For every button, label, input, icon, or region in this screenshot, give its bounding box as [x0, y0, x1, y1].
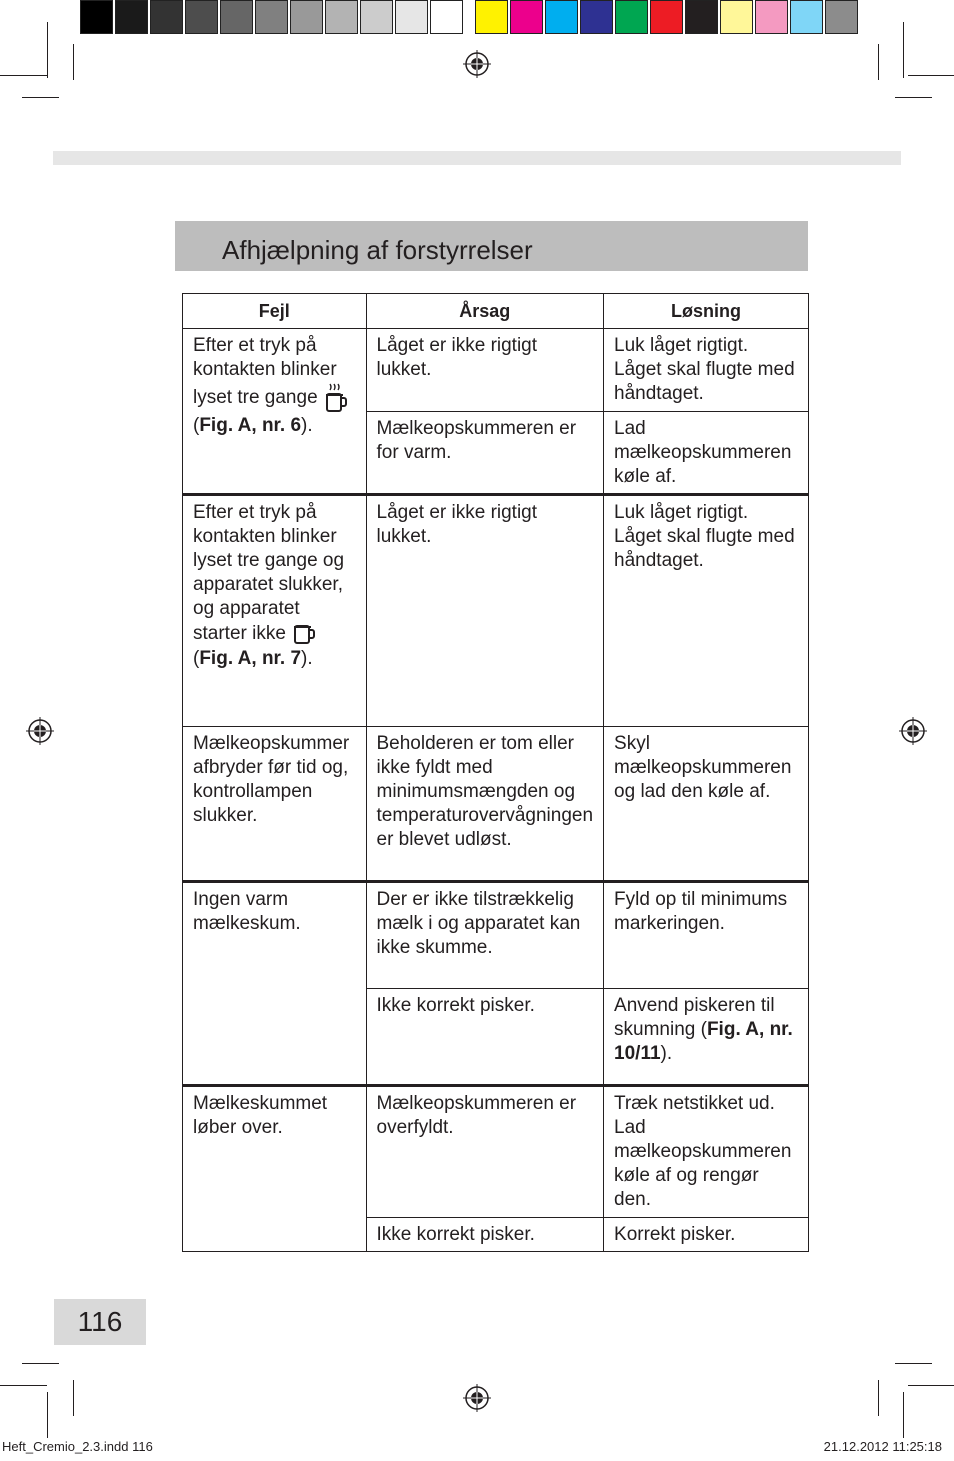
solution-cell: Fyld op til minimums markeringen.: [604, 882, 809, 989]
cause-cell: Ikke korrekt pisker.: [366, 1218, 604, 1252]
color-swatch: [615, 0, 648, 34]
header-band: [53, 151, 901, 165]
header-fault: Fejl: [183, 294, 367, 329]
crop-mark: [47, 22, 48, 78]
color-swatch: [720, 0, 753, 34]
registration-mark-icon: [26, 717, 54, 745]
crop-mark: [22, 97, 59, 98]
color-swatch: [255, 0, 288, 34]
color-swatch: [220, 0, 253, 34]
figure-ref: Fig. A, nr. 6: [199, 415, 302, 436]
table-row: [183, 882, 809, 989]
milk-jug-icon: [291, 621, 317, 647]
color-swatch: [150, 0, 183, 34]
table-header-row: [183, 294, 809, 329]
registration-mark-icon: [899, 717, 927, 745]
color-swatch: [790, 0, 823, 34]
troubleshooting-table: [182, 293, 809, 1252]
footer-file-info: Heft_Cremio_2.3.indd 116: [2, 1439, 153, 1454]
cause-cell: Beholderen er tom eller ikke fyldt med minimumsmængden og temperaturovervågningen er blevet udløst.: [366, 727, 604, 882]
crop-mark: [903, 1392, 904, 1438]
fault-cell: Efter et tryk på kontakten blinker lyset tre gange (Fig. A, nr. 6).: [183, 329, 367, 495]
cause-cell: Ikke korrekt pisker.: [366, 989, 604, 1086]
page-number: 116: [54, 1299, 146, 1345]
crop-mark: [895, 97, 932, 98]
registration-mark-icon: [463, 50, 491, 78]
color-swatch: [650, 0, 683, 34]
color-swatch: [825, 0, 858, 34]
solution-cell: Korrekt pisker.: [604, 1218, 809, 1252]
table-row: [183, 1086, 809, 1218]
milk-jug-steam-icon: [323, 382, 349, 414]
section-title-text: Afhjælpning af forstyrrelser: [222, 235, 533, 265]
solution-cell: Lad mælkeopskummeren køle af.: [604, 412, 809, 495]
crop-mark: [908, 75, 954, 76]
solution-cell: Anvend piskeren til skumning (Fig. A, nr. 10/11).: [604, 989, 809, 1086]
crop-mark: [0, 1385, 47, 1386]
color-swatch: [325, 0, 358, 34]
crop-mark: [895, 1363, 932, 1364]
color-swatch: [755, 0, 788, 34]
cause-cell: Mælkeopskummeren er overfyldt.: [366, 1086, 604, 1218]
cause-cell: Låget er ikke rigtigt lukket.: [366, 495, 604, 727]
solution-cell: Træk netstikket ud. Lad mælkeopskummeren køle af og rengør den.: [604, 1086, 809, 1218]
color-swatch: [685, 0, 718, 34]
color-swatch: [185, 0, 218, 34]
print-color-bar: [80, 0, 860, 38]
table-row: [183, 495, 809, 727]
cause-cell: Låget er ikke rigtigt lukket.: [366, 329, 604, 412]
crop-mark: [22, 1363, 59, 1364]
table-row: [183, 727, 809, 882]
cause-cell: Mælkeopskummeren er for varm.: [366, 412, 604, 495]
color-swatch: [545, 0, 578, 34]
figure-ref: Fig. A, nr. 7: [199, 648, 302, 669]
color-swatch: [580, 0, 613, 34]
color-swatch: [290, 0, 323, 34]
fault-cell: Mælkeskummet løber over.: [183, 1086, 367, 1252]
figure-ref: Fig. A, nr. 10/11: [614, 1019, 793, 1064]
color-swatch: [80, 0, 113, 34]
fault-cell: Mælkeopskummer afbryder før tid og, kontrollampen slukker.: [183, 727, 367, 882]
crop-mark: [878, 1380, 879, 1416]
solution-cell: Luk låget rigtigt. Låget skal flugte med håndtaget.: [604, 495, 809, 727]
registration-mark-icon: [463, 1384, 491, 1412]
section-title: [175, 221, 808, 271]
fault-text: Efter et tryk på kontakten blinker lyset tre gange: [193, 335, 337, 409]
color-swatch: [360, 0, 393, 34]
crop-mark: [878, 44, 879, 80]
color-swatch: [430, 0, 463, 34]
color-swatch: [115, 0, 148, 34]
color-swatch: [475, 0, 508, 34]
footer-timestamp: 21.12.2012 11:25:18: [823, 1439, 942, 1454]
swatch-gap: [465, 0, 475, 38]
fault-cell: Ingen varm mælkeskum.: [183, 882, 367, 1086]
solution-cell: Luk låget rigtigt. Låget skal flugte med håndtaget.: [604, 329, 809, 412]
crop-mark: [903, 22, 904, 78]
crop-mark: [73, 44, 74, 80]
table-row: [183, 329, 809, 412]
crop-mark: [47, 1392, 48, 1438]
crop-mark: [908, 1385, 954, 1386]
color-swatch: [395, 0, 428, 34]
crop-mark: [73, 1380, 74, 1416]
header-solution: Løsning: [604, 294, 809, 329]
header-cause: Årsag: [366, 294, 604, 329]
fault-text: Efter et tryk på kontakten blinker lyset tre gange og apparatet slukker, og apparatet starter ikke: [193, 502, 345, 645]
solution-cell: Skyl mælkeopskummeren og lad den køle af.: [604, 727, 809, 882]
color-swatch: [510, 0, 543, 34]
crop-mark: [0, 75, 47, 76]
fault-cell: Efter et tryk på kontakten blinker lyset tre gange og apparatet slukker, og apparatet starter ikke (Fig. A, nr. 7).: [183, 495, 367, 727]
cause-cell: Der er ikke tilstrækkelig mælk i og apparatet kan ikke skumme.: [366, 882, 604, 989]
